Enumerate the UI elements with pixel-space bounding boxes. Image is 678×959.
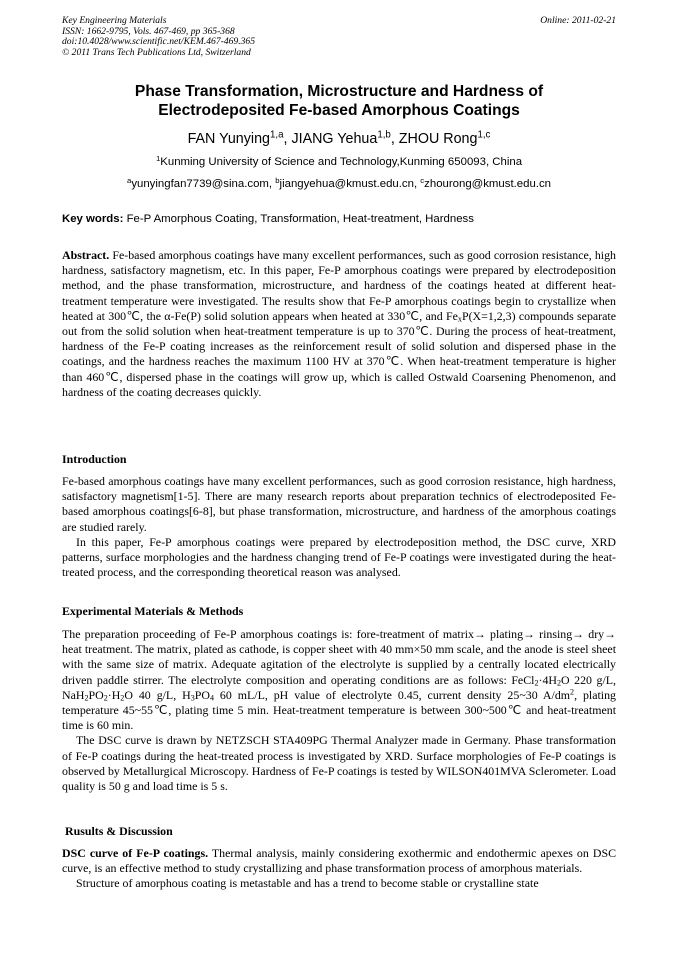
journal-name: Key Engineering Materials xyxy=(62,15,167,26)
unit-superscript: 2 xyxy=(570,687,575,697)
intro-paragraph: Fe-based amorphous coatings have many excellent performances, such as good corrosion resistance, high hardness, satisfactory magnetism[1-5]. There are many research reports about preparation technics of electrodeposited Fe-based amorphous coatings[6-8], but phase transformation, microstructure, and hardness of the amorphous coatings are studied rarely. xyxy=(62,474,616,534)
methods-text: O 220 g/L, NaH xyxy=(62,672,617,702)
chem-subscript: 4 xyxy=(209,693,214,703)
author-name: JIANG Yehua xyxy=(291,131,378,147)
methods-text: PO xyxy=(194,687,210,702)
title-line-2: Electrodeposited Fe-based Amorphous Coatings xyxy=(158,102,520,119)
author-name: ZHOU Rong xyxy=(398,131,478,147)
introduction-body xyxy=(62,474,616,580)
chem-subscript: 2 xyxy=(557,678,562,688)
keywords-label: Key words: xyxy=(62,213,124,225)
abstract xyxy=(62,248,616,400)
author-name: FAN Yunying xyxy=(187,131,270,147)
results-paragraph: Structure of amorphous coating is metastable and has a trend to become stable or crystalline state xyxy=(76,876,539,891)
paper-title xyxy=(62,82,616,120)
section-heading-methods: Experimental Materials & Methods xyxy=(62,604,244,618)
author-affil-mark: 1,a xyxy=(269,129,284,141)
abstract-label: Abstract. xyxy=(62,248,110,262)
journal-copyright: © 2011 Trans Tech Publications Ltd, Switzerland xyxy=(62,46,251,58)
email-mark: a xyxy=(127,175,132,185)
methods-paragraph: The DSC curve is drawn by NETZSCH STA409PG Thermal Analyzer made in Germany. Phase transformation of Fe-P coatings during the heat-treated process is investigated by XRD. Surface morphologies of Fe-P coatings is observed by Metallurgical Microscopy. Hardness of Fe-P coatings is tested by WILSON401MVA Sclerometer. Load quality is 50 g and load time is 5 s. xyxy=(62,733,616,794)
chem-subscript: 3 xyxy=(190,693,195,703)
keywords xyxy=(62,212,616,226)
chem-subscript: 2 xyxy=(103,693,108,703)
abstract-text: P(X=1,2,3) compounds separate out from the solid solution when heat-treatment temperature is up to 370℃. During the process of heat-treatment, hardness of the Fe-P coating increases as the reinforcement result of solid solution and dispersed phase in the coatings, and the hardness reaches the maximum 1100 HV at 370℃. When heat-treatment temperature is higher than 460℃, dispersed phase in the coatings will grow up, which is called Ostwald Coarsening Phenomenon, and hardness of the coating decreases quickly. xyxy=(62,308,616,399)
results-paragraph xyxy=(62,846,616,876)
abstract-subscript: x xyxy=(457,314,462,324)
author-affil-mark: 1,c xyxy=(477,129,491,141)
methods-paragraph xyxy=(62,627,616,733)
author-affil-mark: 1,b xyxy=(377,129,391,141)
results-subheading: DSC curve of Fe-P coatings. xyxy=(62,846,209,860)
section-heading-introduction: Introduction xyxy=(62,452,127,466)
section-heading-results: Rusults & Discussion xyxy=(65,824,173,838)
methods-body xyxy=(62,627,616,794)
chem-subscript: 2 xyxy=(120,693,125,703)
title-line-1: Phase Transformation, Microstructure and Hardness of xyxy=(134,83,544,100)
methods-text: ·H xyxy=(107,687,121,702)
abstract-text: Fe-based amorphous coatings have many excellent performances, such as good corrosion resistance, high hardness, satisfactory magnetism, etc. In this paper, Fe-P amorphous coatings were prepared by electrodeposition method, and the phase transformation, microstructure, and hardness of the coatings heated at different heat-treatment temperature were investigated. The results show that Fe-P amorphous coatings begin to crystallize when heated at 300℃, the α-Fe(P) solid solution appears when heated at 330℃, and Fe xyxy=(62,248,616,323)
methods-text: , plating temperature 45~55℃, plating time 5 min. Heat-treatment temperature is between 300~500℃ and heat-treatment time is 60 min. xyxy=(62,687,616,733)
author-emails xyxy=(62,177,616,191)
methods-text: The preparation proceeding of Fe-P amorphous coatings is: fore-treatment of matrix→ plating→ rinsing→ dry→ heat treatment. The matrix, plated as cathode, is copper sheet with 40 mm×50 mm scale, and the anode is steel sheet with the same size of matrix. Adequate agitation of the electrolyte is supplied by a centrally located electrically driven paddle stirrer. The electrolyte composition and operating conditions are as follows: FeCl xyxy=(62,627,616,687)
affiliation xyxy=(62,155,616,169)
email-mark: b xyxy=(275,175,280,185)
methods-text: 60 mL/L, pH value of electrolyte 0.45, current density 25~30 A/dm xyxy=(214,687,571,702)
author-separator: , xyxy=(283,131,292,147)
online-date: Online: 2011-02-21 xyxy=(540,15,616,26)
methods-text: O 40 g/L, H xyxy=(124,687,191,702)
methods-text: PO xyxy=(88,687,104,702)
email-mark: c xyxy=(420,175,425,185)
journal-doi: doi:10.4028/www.scientific.net/KEM.467-469.365 xyxy=(62,36,256,48)
chem-subscript: 2 xyxy=(84,693,89,703)
affiliation-text: Kunming University of Science and Technology,Kunming 650093, China xyxy=(160,156,523,168)
journal-issn: ISSN: 1662-9795, Vols. 467-469, pp 365-368 xyxy=(62,25,235,37)
chem-subscript: 2 xyxy=(534,678,539,688)
intro-paragraph: In this paper, Fe-P amorphous coatings were prepared by electrodeposition method, the DSC curve, XRD patterns, surface morphologies and the hardness changing trend of Fe-P coatings were investigated during the heat-treated process, and the corresponding theoretical reason was analysed. xyxy=(62,534,616,580)
email-link[interactable]: yunyingfan7739@sina.com, xyxy=(131,178,276,190)
author-separator: , xyxy=(390,131,399,147)
results-body xyxy=(62,846,616,892)
author-list xyxy=(62,130,616,148)
results-text: Thermal analysis, mainly considering exothermic and endothermic apexes on DSC curve, is an effective method to study crystallizing and phase transformation process of amorphous materials. xyxy=(62,846,616,876)
affiliation-mark: 1 xyxy=(155,153,161,163)
methods-text: ·4H xyxy=(538,672,557,687)
email-link[interactable]: zhourong@kmust.edu.cn xyxy=(424,178,551,190)
email-link[interactable]: jiangyehua@kmust.edu.cn, xyxy=(279,178,421,190)
journal-header xyxy=(62,16,616,58)
keywords-text: Fe-P Amorphous Coating, Transformation, Heat-treatment, Hardness xyxy=(123,213,474,225)
